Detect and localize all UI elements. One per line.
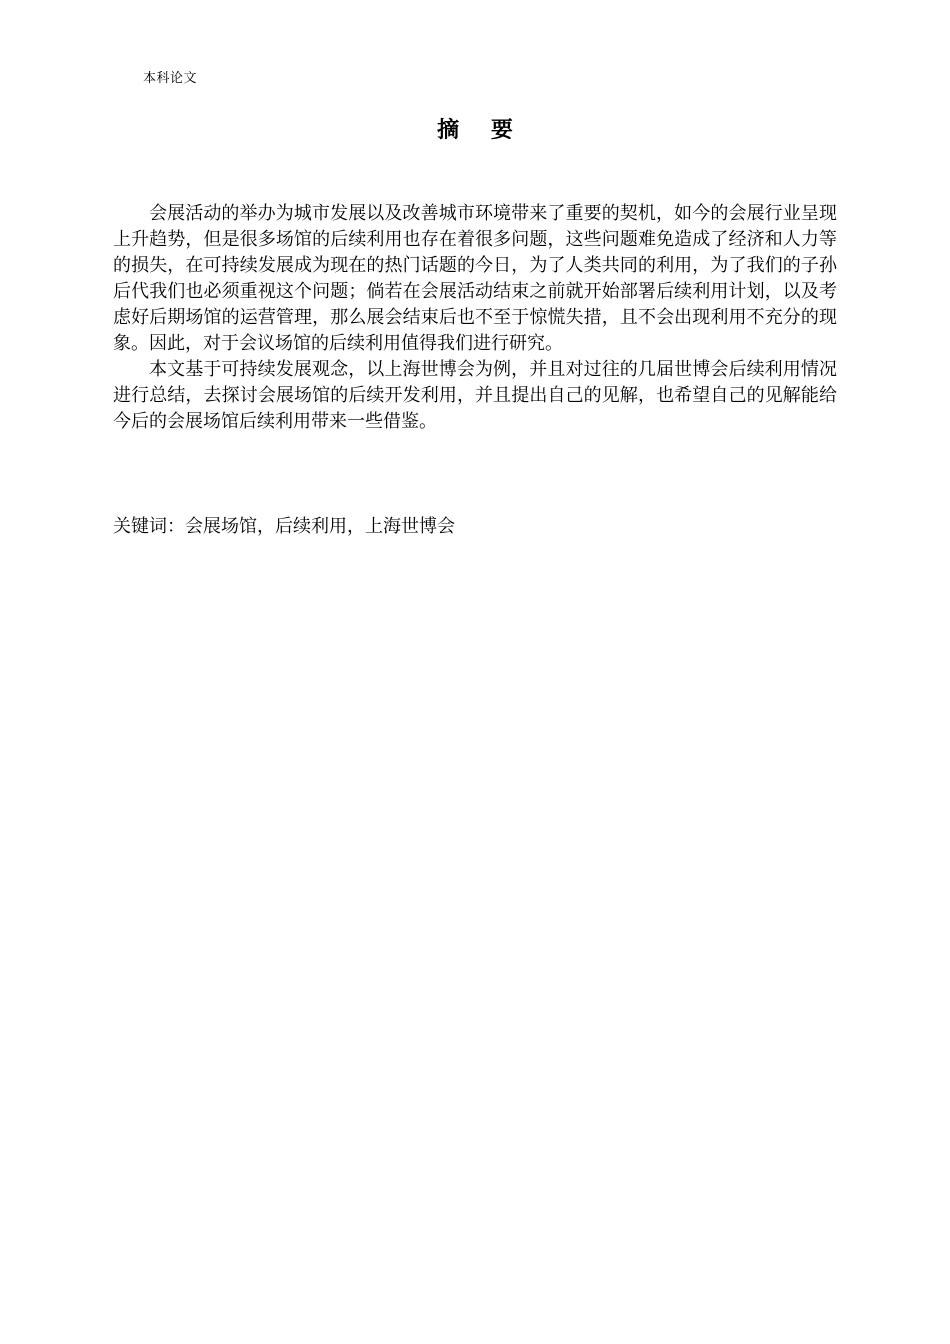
- running-head: 本科论文: [143, 71, 198, 86]
- abstract-paragraph-1: 会展活动的举办为城市发展以及改善城市环境带来了重要的契机，如今的会展行业呈现上升趋势，但是很多场馆的后续利用也存在着很多问题，这些问题难免造成了经济和人力等的损失，在可持续发展成为现在的热门话题的今日，为了人类共同的利用，为了我们的子孙后代我们也必须重视这个问题；倘若在会展活动结束之前就开始部署后续利用计划，以及考虑好后期场馆的运营管理，那么展会结束后也不至于惊慌失措，且不会出现利用不充分的现象。因此，对于会议场馆的后续利用值得我们进行研究。: [113, 203, 837, 354]
- abstract-body: [113, 201, 837, 435]
- abstract-paragraph-2: 本文基于可持续发展观念，以上海世博会为例，并且对过往的几届世博会后续利用情况进行总结，去探讨会展场馆的后续开发利用，并且提出自己的见解，也希望自己的见解能给今后的会展场馆后续利用带来一些借鉴。: [113, 359, 837, 432]
- abstract-title: 摘 要: [437, 118, 525, 143]
- keywords-line: 关键词：会展场馆，后续利用，上海世博会: [113, 516, 455, 537]
